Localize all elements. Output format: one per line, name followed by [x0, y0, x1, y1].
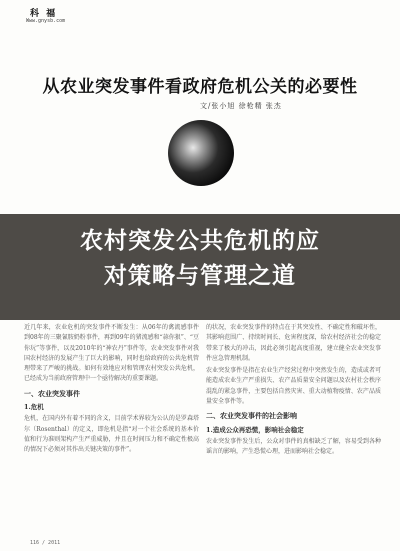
- globe-illustration: [168, 120, 234, 186]
- banner-title: [0, 224, 400, 294]
- sub-heading: 1.危机: [24, 403, 44, 412]
- section-heading: 一、农业突发事件: [24, 388, 80, 398]
- body-column-right: [206, 323, 381, 545]
- sub-heading: 1.造成公众再恐慌，影响社会稳定: [206, 425, 304, 434]
- section-heading: 二、农业突发事件的社会影响: [206, 411, 297, 421]
- banner-title-line-2: 对策略与管理之道: [104, 263, 296, 289]
- body-paragraph: 危机，在国内外有着不同的含义，目前学术界较为公认的是罗森塔尔（Rosenthal）的定义，即危机是指“对一个社会系统的基本价值和行为准则架构产生严重威胁，并且在时间压力和不确定性极高的情况下必须对其作出关键决策的事件”。: [24, 415, 199, 454]
- article-title: 从农业突发事件看政府危机公关的必要性: [42, 77, 358, 97]
- article-authors: 文/张小旭 徐枪精 张杰: [200, 102, 282, 110]
- body-paragraph: 农业突发事件是指在农业生产经营过程中突然发生的，造成或者可能造成农业生产严重损失、农产品质量安全问题以及农村社会秩序混乱的紧急事件，主要包括自然灾害、重大动植物疫情、农产品质量安全事件等。: [206, 367, 381, 406]
- body-paragraph: 的状况，农业突发事件的特点在于其突发性、不确定性和破坏性，其影响范围广、持续时间长、危害程度深，给农村经济社会的稳定带来了极大的冲击，因此必须引起高度重视，建立健全农业突发事件应急管理机制。: [206, 324, 381, 362]
- body-paragraph: 农业突发事件发生后，公众对事件的真相缺乏了解，容易受到各种谣言的影响，产生恐慌心理，进而影响社会稳定。: [206, 437, 381, 456]
- magazine-logo: 科 福: [30, 9, 58, 19]
- body-paragraph: 近几年来，农业危机的突发事件不断发生：从06年的禽流感事件到08年的三聚氰胺奶粉事件，再到09年的猪流感和“蒜你狠”、“豆你玩”等事件，以及2010年的“神农丹”事件等，农业突发事件对我国农村经济的发展产生了巨大的影响，同时也给政府的公共危机管理带来了严峻的挑战。如何有效地应对和管理农村突发公共危机，已经成为当前政府管理中一个亟待解决的重要课题。: [24, 324, 199, 383]
- body-column-left: [24, 323, 199, 545]
- banner-title-line-1: 农村突发公共危机的应: [80, 228, 320, 254]
- page-number: 116 / 2011: [30, 540, 61, 546]
- magazine-url: Www.gnysb.com: [26, 18, 66, 24]
